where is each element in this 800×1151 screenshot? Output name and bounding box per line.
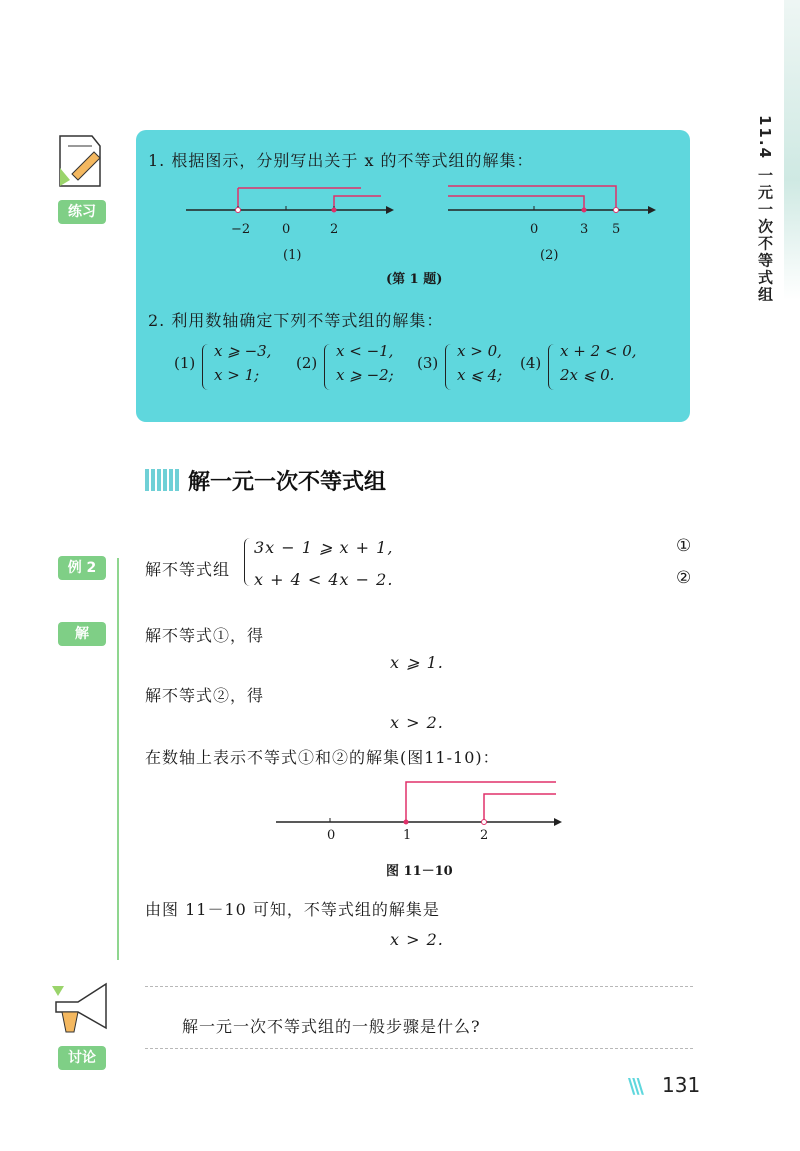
page-number-decoration: \\\ xyxy=(628,1074,641,1098)
fig2-tick-b: 3 xyxy=(580,222,589,237)
mark-2: ② xyxy=(676,568,692,588)
system-line: x > 1; xyxy=(214,366,260,384)
example-line-2: x + 4 < 4x − 2. xyxy=(254,570,394,589)
example-line-1: 3x − 1 ⩾ x + 1, xyxy=(254,538,394,557)
megaphone-icon xyxy=(48,978,114,1042)
solution-tag: 解 xyxy=(58,622,106,646)
brace xyxy=(324,344,332,390)
system-line: x ⩾ −2; xyxy=(336,366,394,384)
system-line: x + 2 < 0, xyxy=(560,342,637,360)
dashed-divider-bottom xyxy=(145,1048,693,1049)
solution-result-2: x > 2. xyxy=(390,713,444,732)
discussion-tag: 讨论 xyxy=(58,1046,106,1070)
solution-step-1: 解不等式①，得 xyxy=(145,626,265,645)
system-num: (1) xyxy=(174,354,196,372)
exercise-box xyxy=(136,130,690,422)
system-line: 2x ⩽ 0. xyxy=(560,366,615,384)
green-margin-line xyxy=(117,558,119,960)
section-heading: 解一元一次不等式组 xyxy=(188,470,387,495)
fig2-label: (2) xyxy=(540,248,559,263)
brace xyxy=(244,538,252,586)
brace xyxy=(548,344,556,390)
number-line-figure-2 xyxy=(448,180,658,240)
system-line: x ⩽ 4; xyxy=(457,366,503,384)
fig2-tick-c: 5 xyxy=(612,222,621,237)
system-num: (2) xyxy=(296,354,318,372)
fig1-label: (1) xyxy=(283,248,302,263)
heading-bar xyxy=(145,469,179,491)
figure-caption: 图 11－10 xyxy=(386,864,453,879)
fig1-tick-b: 0 xyxy=(282,222,291,237)
fig-tick-1: 1 xyxy=(403,828,412,843)
fig-tick-0: 0 xyxy=(327,828,336,843)
exercise-tag: 练习 xyxy=(58,200,106,224)
number-line-figure-11-10 xyxy=(272,770,572,834)
question-1: 1. 根据图示，分别写出关于 x 的不等式组的解集： xyxy=(148,151,534,170)
example-tag: 例 2 xyxy=(58,556,106,580)
solution-final: x > 2. xyxy=(390,930,444,949)
brace xyxy=(445,344,453,390)
number-line-figure-1 xyxy=(186,180,396,240)
fig1-tick-c: 2 xyxy=(330,222,339,237)
brace xyxy=(202,344,210,390)
solution-step-2: 解不等式②，得 xyxy=(145,686,265,705)
question-2: 2. 利用数轴确定下列不等式组的解集： xyxy=(148,311,444,330)
fig-tick-2: 2 xyxy=(480,828,489,843)
mark-1: ① xyxy=(676,536,692,556)
discussion-question: 解一元一次不等式组的一般步骤是什么? xyxy=(182,1017,481,1036)
solution-step-3: 在数轴上表示不等式①和②的解集(图11-10)： xyxy=(145,748,500,767)
side-strip xyxy=(784,0,800,300)
solution-conclusion: 由图 11－10 可知，不等式组的解集是 xyxy=(145,900,440,919)
solution-result-1: x ⩾ 1. xyxy=(390,653,444,672)
system-line: x ⩾ −3, xyxy=(214,342,272,360)
figure-caption: (第 1 题) xyxy=(386,272,443,287)
section-tab: 11.4 一元一次不等式组 xyxy=(756,115,774,304)
pencil-notebook-icon xyxy=(50,128,110,194)
system-line: x < −1, xyxy=(336,342,394,360)
fig2-tick-a: 0 xyxy=(530,222,539,237)
dashed-divider-top xyxy=(145,986,693,987)
example-intro: 解不等式组 xyxy=(145,560,231,579)
page-number: 131 xyxy=(662,1073,701,1097)
system-num: (3) xyxy=(417,354,439,372)
fig1-tick-a: −2 xyxy=(231,222,251,237)
system-num: (4) xyxy=(520,354,542,372)
system-line: x > 0, xyxy=(457,342,502,360)
